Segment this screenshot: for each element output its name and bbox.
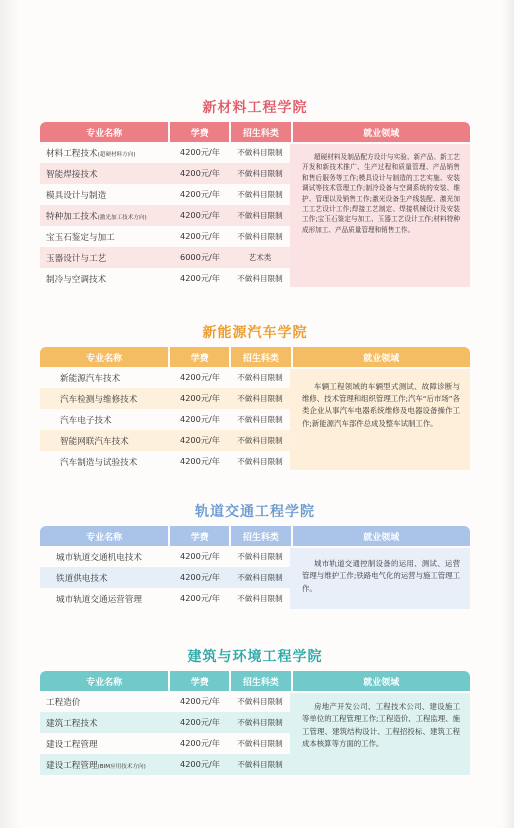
major-name: 模具设计与制造 <box>46 190 107 201</box>
section-title: 建筑与环境工程学院 <box>187 649 323 665</box>
major-name: 建设工程管理(BIM应用技术方向) <box>46 760 146 771</box>
header-fee: 学费 <box>168 347 229 367</box>
major-name: 智能焊接技术 <box>46 169 98 180</box>
table-row <box>40 268 290 289</box>
major-fee: 4200元/年 <box>180 572 220 582</box>
major-name: 工程造价 <box>46 697 81 708</box>
header-limit: 招生科类 <box>229 671 290 691</box>
header-fee: 学费 <box>168 671 229 691</box>
table-row <box>40 388 290 409</box>
major-fee: 4200元/年 <box>180 273 220 283</box>
major-list <box>40 142 290 289</box>
header-major: 专业名称 <box>86 677 123 688</box>
major-fee: 4200元/年 <box>180 414 220 424</box>
major-limit: 不做科目限制 <box>237 232 283 241</box>
table-row <box>40 712 290 733</box>
header-fee: 学费 <box>168 526 229 546</box>
header-employment: 就业领域 <box>291 671 470 691</box>
major-limit: 不做科目限制 <box>237 415 283 424</box>
major-name: 城市轨道交通运营管理 <box>56 594 142 605</box>
major-note: (激光加工技术方向) <box>97 214 147 221</box>
major-list <box>40 691 290 775</box>
section-title: 新能源汽车学院 <box>202 325 308 341</box>
major-note: (超硬材料方向) <box>97 151 136 158</box>
major-fee: 4200元/年 <box>180 759 220 769</box>
table-row <box>40 367 290 388</box>
table-row <box>40 451 290 472</box>
page-right-edge <box>502 0 514 828</box>
table-header <box>40 671 470 691</box>
major-limit: 不做科目限制 <box>237 457 283 466</box>
major-name: 铁道供电技术 <box>56 573 108 584</box>
major-name: 材料工程技术(超硬材料方向) <box>46 148 136 159</box>
header-limit: 招生科类 <box>229 347 290 367</box>
header-major: 专业名称 <box>86 532 123 543</box>
table-row <box>40 546 290 567</box>
employment-text: 房地产开发公司、工程技术公司、建设施工等单位的工程管理工作;工程造价、工程监理、施工管理、建筑结构设计、工程招投标、建筑工程成本核算等方面的工作。 <box>290 693 470 775</box>
major-name: 汽车制造与试验技术 <box>60 457 138 468</box>
major-limit: 不做科目限制 <box>237 739 283 748</box>
section-new-materials <box>40 97 470 289</box>
table-row <box>40 226 290 247</box>
table-row <box>40 691 290 712</box>
header-major: 专业名称 <box>86 353 123 364</box>
section-title: 新材料工程学院 <box>202 100 308 116</box>
major-name: 汽车检测与维修技术 <box>60 394 138 405</box>
major-name: 制冷与空调技术 <box>46 274 107 285</box>
major-name: 特种加工技术(激光加工技术方向) <box>46 211 147 222</box>
header-employment: 就业领域 <box>291 347 470 367</box>
table-header <box>40 526 470 546</box>
major-name: 城市轨道交通机电技术 <box>56 552 142 563</box>
major-fee: 4200元/年 <box>180 738 220 748</box>
major-fee: 4200元/年 <box>180 147 220 157</box>
table-row <box>40 588 290 609</box>
table-row <box>40 205 290 226</box>
employment-text: 车辆工程领域的车辆型式测试、故障诊断与维修、技术管理和组织管理工作;汽车“后市场”各类企业从事汽车电器系统维修及电器设备操作工作;新能源汽车部件总成及整车试制工作。 <box>290 369 470 470</box>
page-left-edge <box>0 0 20 828</box>
section-new-energy-vehicle <box>40 322 470 472</box>
major-limit: 不做科目限制 <box>237 373 283 382</box>
major-list <box>40 546 290 609</box>
major-name: 汽车电子技术 <box>60 415 112 426</box>
major-fee: 4200元/年 <box>180 372 220 382</box>
header-limit: 招生科类 <box>229 526 290 546</box>
employment-text: 城市轨道交通控制设备的运用、测试、运营管理与维护工作;铁路电气化的运营与施工管理工作。 <box>290 548 470 609</box>
major-limit: 不做科目限制 <box>237 552 283 561</box>
major-limit: 不做科目限制 <box>237 573 283 582</box>
major-limit: 艺术类 <box>248 253 272 262</box>
major-fee: 4200元/年 <box>180 189 220 199</box>
header-major: 专业名称 <box>86 128 123 139</box>
header-employment: 就业领域 <box>291 526 470 546</box>
major-name: 玉器设计与工艺 <box>46 253 107 264</box>
header-employment: 就业领域 <box>291 122 470 142</box>
major-fee: 4200元/年 <box>180 210 220 220</box>
major-limit: 不做科目限制 <box>237 718 283 727</box>
major-fee: 4200元/年 <box>180 696 220 706</box>
major-note: (BIM应用技术方向) <box>97 763 146 770</box>
table-row <box>40 430 290 451</box>
major-limit: 不做科目限制 <box>237 697 283 706</box>
major-limit: 不做科目限制 <box>237 760 283 769</box>
table-row <box>40 184 290 205</box>
table-row <box>40 247 290 268</box>
major-fee: 4200元/年 <box>180 551 220 561</box>
table-row <box>40 733 290 754</box>
major-limit: 不做科目限制 <box>237 169 283 178</box>
major-fee: 4200元/年 <box>180 168 220 178</box>
major-fee: 4200元/年 <box>180 456 220 466</box>
major-limit: 不做科目限制 <box>237 274 283 283</box>
major-name: 新能源汽车技术 <box>60 373 121 384</box>
major-name: 建设工程管理 <box>46 739 98 750</box>
major-fee: 6000元/年 <box>180 252 220 262</box>
section-title: 轨道交通工程学院 <box>195 504 315 520</box>
table-row <box>40 754 290 775</box>
major-name: 宝玉石鉴定与加工 <box>46 232 115 243</box>
table-header <box>40 347 470 367</box>
major-name: 智能网联汽车技术 <box>60 436 129 447</box>
header-limit: 招生科类 <box>229 122 290 142</box>
major-name: 建筑工程技术 <box>46 718 98 729</box>
major-limit: 不做科目限制 <box>237 436 283 445</box>
major-fee: 4200元/年 <box>180 393 220 403</box>
table-row <box>40 567 290 588</box>
major-list <box>40 367 290 472</box>
major-fee: 4200元/年 <box>180 231 220 241</box>
section-rail-transit <box>40 501 470 609</box>
table-header <box>40 122 470 142</box>
major-limit: 不做科目限制 <box>237 211 283 220</box>
major-limit: 不做科目限制 <box>237 190 283 199</box>
header-fee: 学费 <box>168 122 229 142</box>
table-row <box>40 163 290 184</box>
table-row <box>40 409 290 430</box>
major-limit: 不做科目限制 <box>237 394 283 403</box>
major-fee: 4200元/年 <box>180 717 220 727</box>
major-fee: 4200元/年 <box>180 435 220 445</box>
major-fee: 4200元/年 <box>180 593 220 603</box>
major-limit: 不做科目限制 <box>237 594 283 603</box>
section-construction-environment <box>40 646 470 775</box>
major-limit: 不做科目限制 <box>237 148 283 157</box>
employment-text: 超硬材料及制品配方设计与实验、新产品、新工艺开发和新技术推广、生产过程和质量管理、产品销售和售后服务等工作;模具设计与制造的工艺实施、安装调试等技术管理工作;制冷设备与空调系统的安装、维护、管理以及销售工作;激光设备生产线装配、激光加工工艺设计工作;焊接工艺制定、焊接机械设计及安装工作;宝玉石鉴定与加工、玉器工艺设计工作;材料特种成形加工、产品质量管理和销售工作。 <box>290 144 470 287</box>
table-row <box>40 142 290 163</box>
